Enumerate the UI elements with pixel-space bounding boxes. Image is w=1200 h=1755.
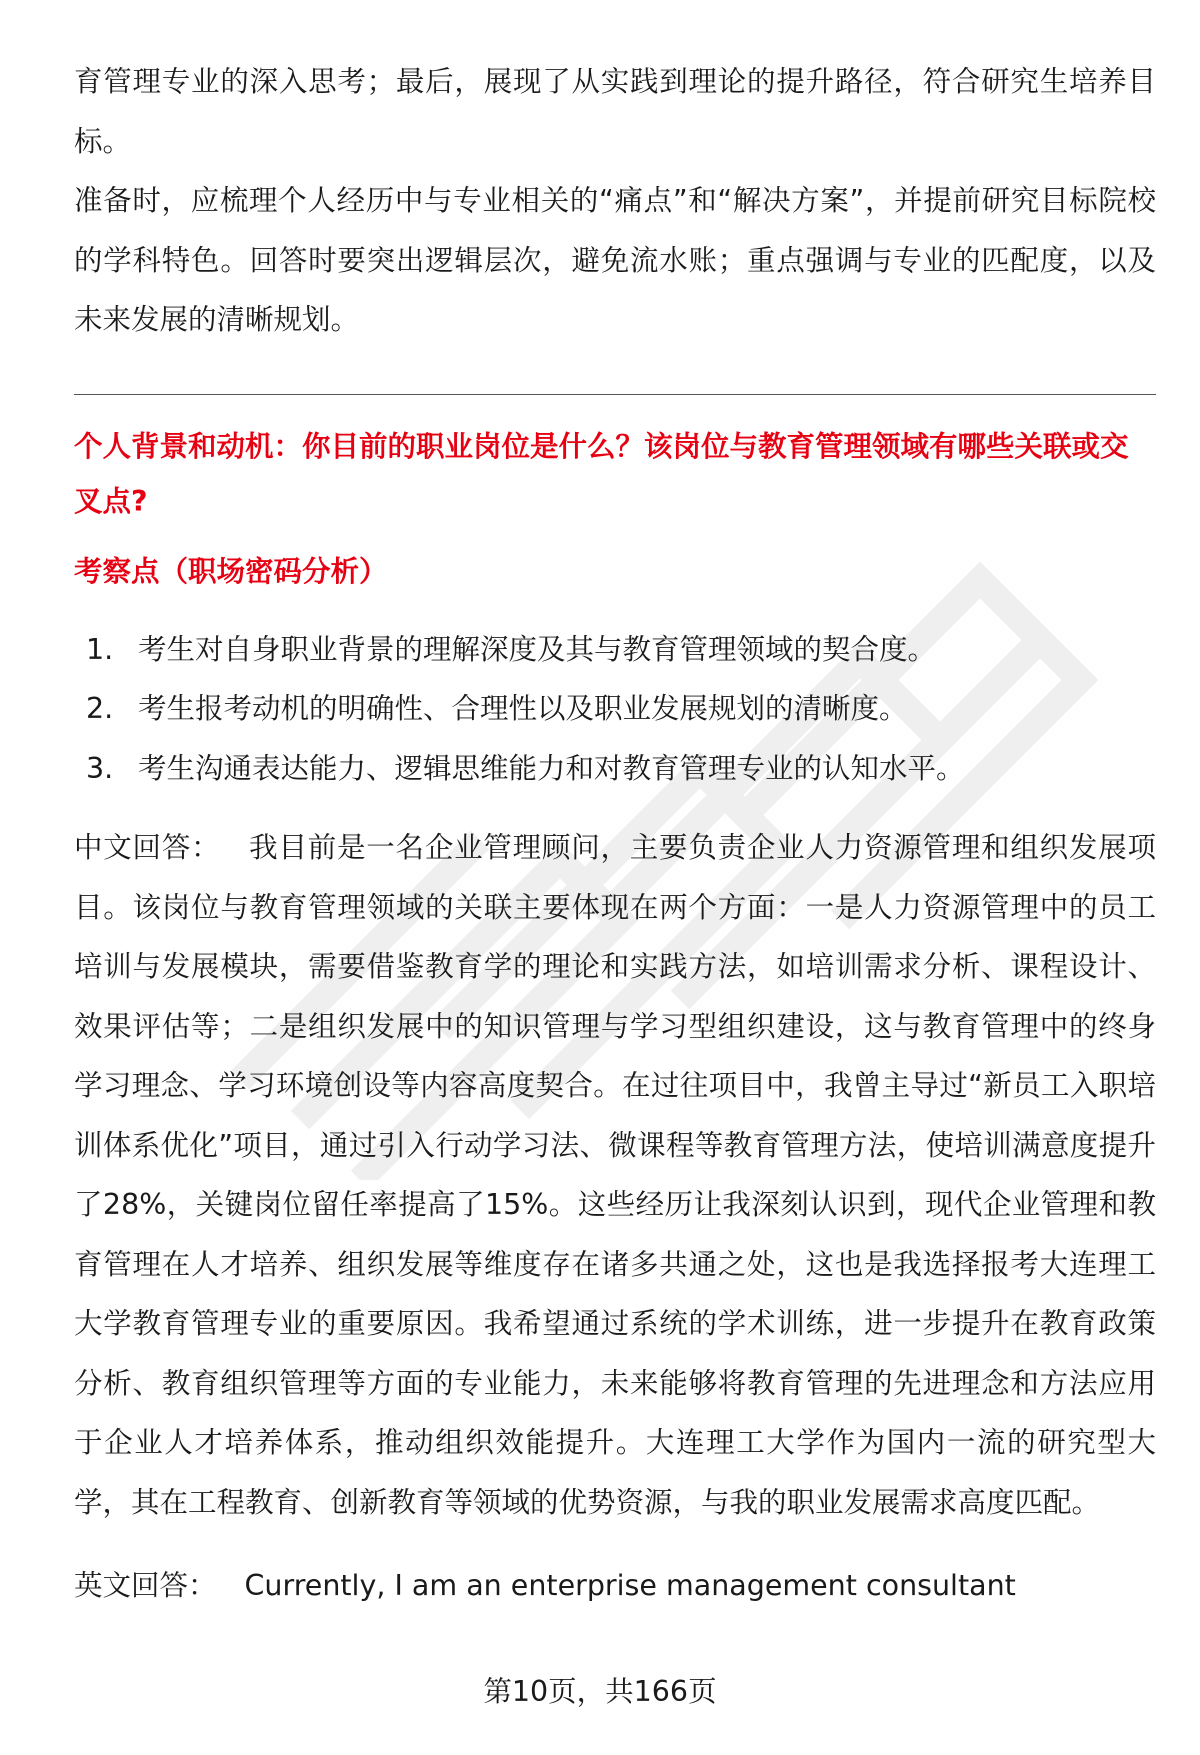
english-answer-text: Currently, I am an enterprise management consultant [244,1569,1016,1602]
list-item-text: 考生报考动机的明确性、合理性以及职业发展规划的清晰度。 [138,692,908,725]
english-answer [74,1556,1156,1616]
question-heading: 个人背景和动机：你目前的职业岗位是什么？该岗位与教育管理领域有哪些关联或交叉点? [74,429,1129,518]
page-number-footer: 第10页，共166页 [483,1675,717,1708]
section-title: 考察点（职场密码分析） [74,554,388,588]
chinese-answer [74,818,1156,1532]
intro-paragraph-2: 准备时，应梳理个人经历中与专业相关的“痛点”和“解决方案”，并提前研究目标院校的学科特色。回答时要突出逻辑层次，避免流水账；重点强调与专业的匹配度，以及未来发展的清晰规划。 [74,184,1156,336]
section-divider [74,394,1156,395]
list-item-number: 1. [86,632,114,666]
english-answer-label: 英文回答： [74,1569,217,1602]
assessment-points-list [74,620,1156,799]
list-item [74,620,1156,680]
list-item [74,679,1156,739]
chinese-answer-label: 中文回答： [74,831,221,864]
list-item [74,739,1156,799]
intro-paragraph-1: 育管理专业的深入思考；最后，展现了从实践到理论的提升路径，符合研究生培养目标。 [74,65,1156,158]
list-item-text: 考生沟通表达能力、逻辑思维能力和对教育管理专业的认知水平。 [138,751,965,785]
list-item-text: 考生对自身职业背景的理解深度及其与教育管理领域的契合度。 [138,632,937,666]
list-item-number: 2. [86,692,114,725]
list-item-number: 3. [86,751,114,785]
chinese-answer-text: 我目前是一名企业管理顾问，主要负责企业人力资源管理和组织发展项目。该岗位与教育管理领域的关联主要体现在两个方面：一是人力资源管理中的员工培训与发展模块，需要借鉴教育学的理论和实践方法，如培训需求分析、课程设计、效果评估等；二是组织发展中的知识管理与学习型组织建设，这与教育管理中的终身学习理念、学习环境创设等内容高度契合。在过往项目中，我曾主导过“新员工入职培训体系优化”项目，通过引入行动学习法、微课程等教育管理方法，使培训满意度提升了28%，关键岗位留任率提高了15%。这些经历让我深刻认识到，现代企业管理和教育管理在人才培养、组织发展等维度存在诸多共通之处，这也是我选择报考大连理工大学教育管理专业的重要原因。我希望通过系统的学术训练，进一步提升在教育政策分析、教育组织管理等方面的专业能力，未来能够将教育管理的先进理念和方法应用于企业人才培养体系，推动组织效能提升。大连理工大学作为国内一流的研究型大学，其在工程教育、创新教育等领域的优势资源，与我的职业发展需求高度匹配。 [74,831,1156,1519]
document-page [74,52,1156,1616]
